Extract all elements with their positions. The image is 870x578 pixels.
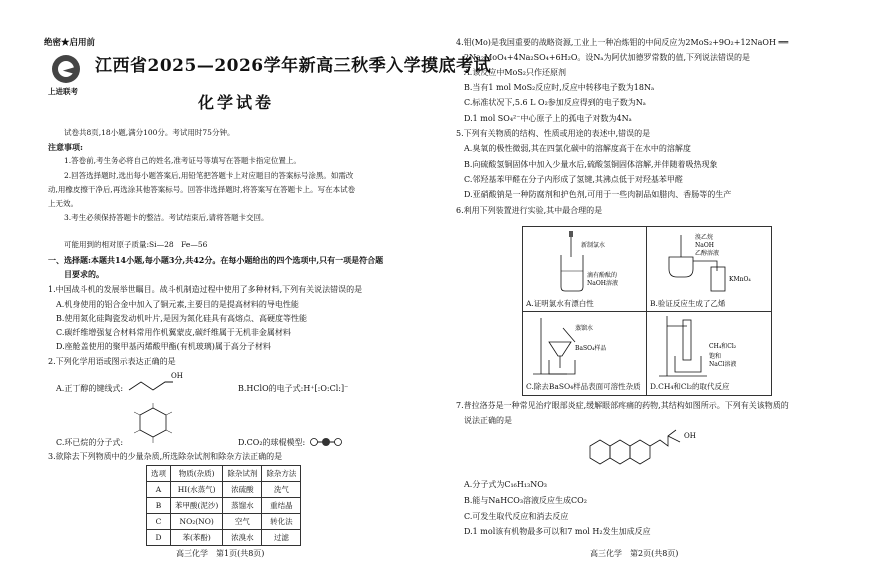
q5-option-d: D.亚硝酸钠是一种防腐剂和护色剂,可用于一些肉制品如腊肉、香肠等的生产: [464, 190, 732, 199]
caption-c: C.除去BaSO₄样品表面可溶性杂质: [526, 382, 641, 391]
q4-stem-cont: 2Na₂MoO₄+4Na₂SO₄+6H₂O。设Nₐ为阿伏加德罗常数的值,下列说法错误的是: [464, 53, 751, 62]
q7-stem-cont: 说法正确的是: [464, 416, 512, 425]
label-naoh: NaOH溶液: [587, 280, 618, 287]
q4-stem: 4.钼(Mo)是我国重要的战略资源,工业上一种冶炼钼的中间反应为2MoS₂+9O₂+12NaOH ══: [456, 38, 789, 47]
apparatus-b: [647, 227, 771, 312]
q3-table: [146, 465, 301, 546]
oh-label-q7: OH: [684, 432, 696, 440]
table-cell: B: [147, 498, 171, 514]
table-row: [147, 530, 301, 546]
q6-apparatus-grid: [522, 226, 772, 396]
table-cell: NO₂(NO): [171, 514, 223, 530]
page-footer-left: 高三化学 第1页(共8页): [176, 549, 265, 558]
label-ch4-cl2: CH₄和Cl₂: [709, 343, 737, 350]
table-cell: 苯甲酸(泥沙): [171, 498, 223, 514]
label-nacl: NaCl溶液: [709, 361, 737, 368]
q2-option-d: D.CO₂的球棍模型:: [238, 438, 306, 447]
q1-option-b: B.使用氮化硅陶瓷发动机叶片,是因为氮化硅具有高熔点、高硬度等性能: [56, 314, 307, 323]
q7-option-d: D.1 mol该有机物最多可以和7 mol H₂发生加成反应: [464, 527, 651, 536]
logo-text: 上进联考: [48, 87, 78, 96]
q4-option-a: A.该反应中MoS₂只作还原剂: [464, 68, 567, 77]
caption-a: A.证明氯水有漂白性: [526, 299, 594, 308]
q7-option-a: A.分子式为C₁₆H₁₃NO₃: [464, 480, 548, 489]
cyclohexane-structure: [132, 402, 174, 444]
apparatus-c-drawing: [523, 312, 646, 380]
apparatus-c: [523, 312, 647, 395]
table-row: [147, 514, 301, 530]
table-header-row: [147, 466, 301, 482]
label-baso4: BaSO₄样品: [575, 345, 607, 352]
caption-b: B.验证反应生成了乙烯: [650, 299, 726, 308]
table-row: [147, 482, 301, 498]
label-distilled-water: 蒸馏水: [575, 325, 594, 332]
table-cell: C: [147, 514, 171, 530]
q4-option-c: C.标准状况下,5.6 L O₂参加反应得到的电子数为Nₐ: [464, 98, 646, 107]
intro-text: 试卷共8页,18小题,满分100分。考试用时75分钟。: [64, 128, 235, 137]
apparatus-d: [647, 312, 771, 395]
q4-option-d: D.1 mol SO₄²⁻中心原子上的孤电子对数为4Nₐ: [464, 114, 632, 123]
oh-label: OH: [171, 372, 183, 380]
q1-option-a: A.机身使用的铝合金中加入了铜元素,主要目的是提高材料的导电性能: [56, 300, 299, 309]
table-cell: 过滤: [262, 530, 301, 546]
butanol-skeletal-formula: [127, 368, 187, 396]
subject-title: 化学试卷: [198, 93, 275, 112]
notes-heading: 注意事项:: [48, 142, 83, 152]
q5-option-a: A.臭氧的极性微弱,其在四氯化碳中的溶解度高于在水中的溶解度: [464, 144, 691, 153]
table-cell: D: [147, 530, 171, 546]
secret-label: 绝密★启用前: [44, 38, 96, 48]
table-header: 除杂试剂: [223, 466, 262, 482]
table-cell: 转化法: [262, 514, 301, 530]
note-line: 1.答卷前,考生务必将自己的姓名,准考证号等填写在答题卡指定位置上。: [64, 156, 301, 165]
q6-stem: 6.利用下列装置进行实验,其中最合理的是: [456, 206, 603, 215]
table-cell: HI(水蒸气): [171, 482, 223, 498]
label-kmno4: KMnO₄: [729, 276, 751, 283]
table-cell: 空气: [223, 514, 262, 530]
label-chlorine-water: 新制氯水: [581, 242, 606, 249]
table-cell: 洗气: [262, 482, 301, 498]
q2-option-c: C.环已烷的分子式:: [56, 438, 124, 447]
table-row: [147, 498, 301, 514]
apparatus-a-drawing: [523, 227, 646, 297]
section1-heading-cont: 目要求的。: [64, 269, 104, 279]
label-ethanol: 乙醇溶液: [695, 250, 720, 257]
q5-option-c: C.邻羟基苯甲醛在分子内形成了氢键,其沸点低于对羟基苯甲醛: [464, 175, 683, 184]
q4-option-b: B.当有1 mol MoS₂反应时,反应中转移电子数为18Nₐ: [464, 83, 655, 92]
caption-d: D.CH₄和Cl₂的取代反应: [650, 382, 730, 391]
table-cell: 浓溴水: [223, 530, 262, 546]
section1-heading: 一、选择题:本题共14小题,每小题3分,共42分。在每小题给出的四个选项中,只有一项是符合题: [48, 255, 384, 265]
co2-ball-stick-model: [309, 436, 343, 448]
note-line: 动,用橡皮擦干净后,再选涂其他答案标号。回答非选择题时,将答案写在答题卡上。写在本试卷: [48, 185, 356, 194]
page-footer-right: 高三化学 第2页(共8页): [590, 549, 679, 558]
atomic-masses: 可能用到的相对原子质量:Si—28 Fe—56: [64, 240, 208, 249]
table-header: 物质(杂质): [171, 466, 223, 482]
table-header: 选项: [147, 466, 171, 482]
q2-stem: 2.下列化学用语或图示表达正确的是: [48, 357, 176, 366]
note-line: 3.考生必须保持答题卡的整洁。考试结束后,请将答题卡交回。: [64, 213, 269, 222]
exam-logo: [52, 55, 80, 83]
q5-option-b: B.向硫酸氢铜固体中加入少量水后,硫酸氢铜固体溶解,并伴随着吸热现象: [464, 160, 718, 169]
note-line: 上无效。: [48, 199, 78, 208]
q2-option-b: B.HClO的电子式:H⁺[:O:Cl:]⁻: [238, 384, 349, 393]
q7-stem: 7.普拉洛芬是一种常见治疗眼部炎症,缓解眼部疼痛的药物,其结构如图所示。下列有关该物质的: [456, 401, 789, 410]
q1-option-c: C.碳纤维增强复合材料常用作机翼蒙皮,碳纤维属于无机非金属材料: [56, 328, 291, 337]
table-cell: 重结晶: [262, 498, 301, 514]
label-phenolphthalein: 滴有酚酞的: [587, 272, 618, 279]
q7-option-c: C.可发生取代反应和消去反应: [464, 512, 569, 521]
q7-option-b: B.能与NaHCO₃溶液反应生成CO₂: [464, 496, 587, 505]
pranoprofen-structure: [580, 424, 708, 474]
label-naoh-b: NaOH: [695, 242, 714, 249]
table-header: 除杂方法: [262, 466, 301, 482]
q1-option-d: D.座舱盖使用的聚甲基丙烯酸甲酯(有机玻璃)属于高分子材料: [56, 342, 271, 351]
apparatus-b-drawing: [647, 227, 771, 297]
table-cell: 蒸馏水: [223, 498, 262, 514]
table-cell: 苯(苯酚): [171, 530, 223, 546]
q1-stem: 1.中国战斗机的发展举世瞩目。战斗机制造过程中使用了多种材料,下列有关说法错误的是: [48, 285, 363, 294]
note-line: 2.回答选择题时,选出每小题答案后,用铅笔把答题卡上对应题目的答案标号涂黑。如需改: [64, 171, 354, 180]
label-saturated: 饱和: [709, 353, 722, 360]
table-cell: 浓硫酸: [223, 482, 262, 498]
q5-stem: 5.下列有关物质的结构、性质或用途的表述中,错误的是: [456, 129, 651, 138]
label-bromoethane: 溴乙烷: [695, 234, 714, 241]
apparatus-a: [523, 227, 647, 312]
exam-title: 江西省2025—2026学年新高三秋季入学摸底考试: [95, 56, 492, 76]
apparatus-d-drawing: [647, 312, 771, 380]
q3-stem: 3.欲除去下列物质中的少量杂质,所选除杂试剂和除杂方法正确的是: [48, 452, 283, 461]
q2-option-a: A.正丁醇的键线式:: [56, 384, 124, 393]
table-cell: A: [147, 482, 171, 498]
